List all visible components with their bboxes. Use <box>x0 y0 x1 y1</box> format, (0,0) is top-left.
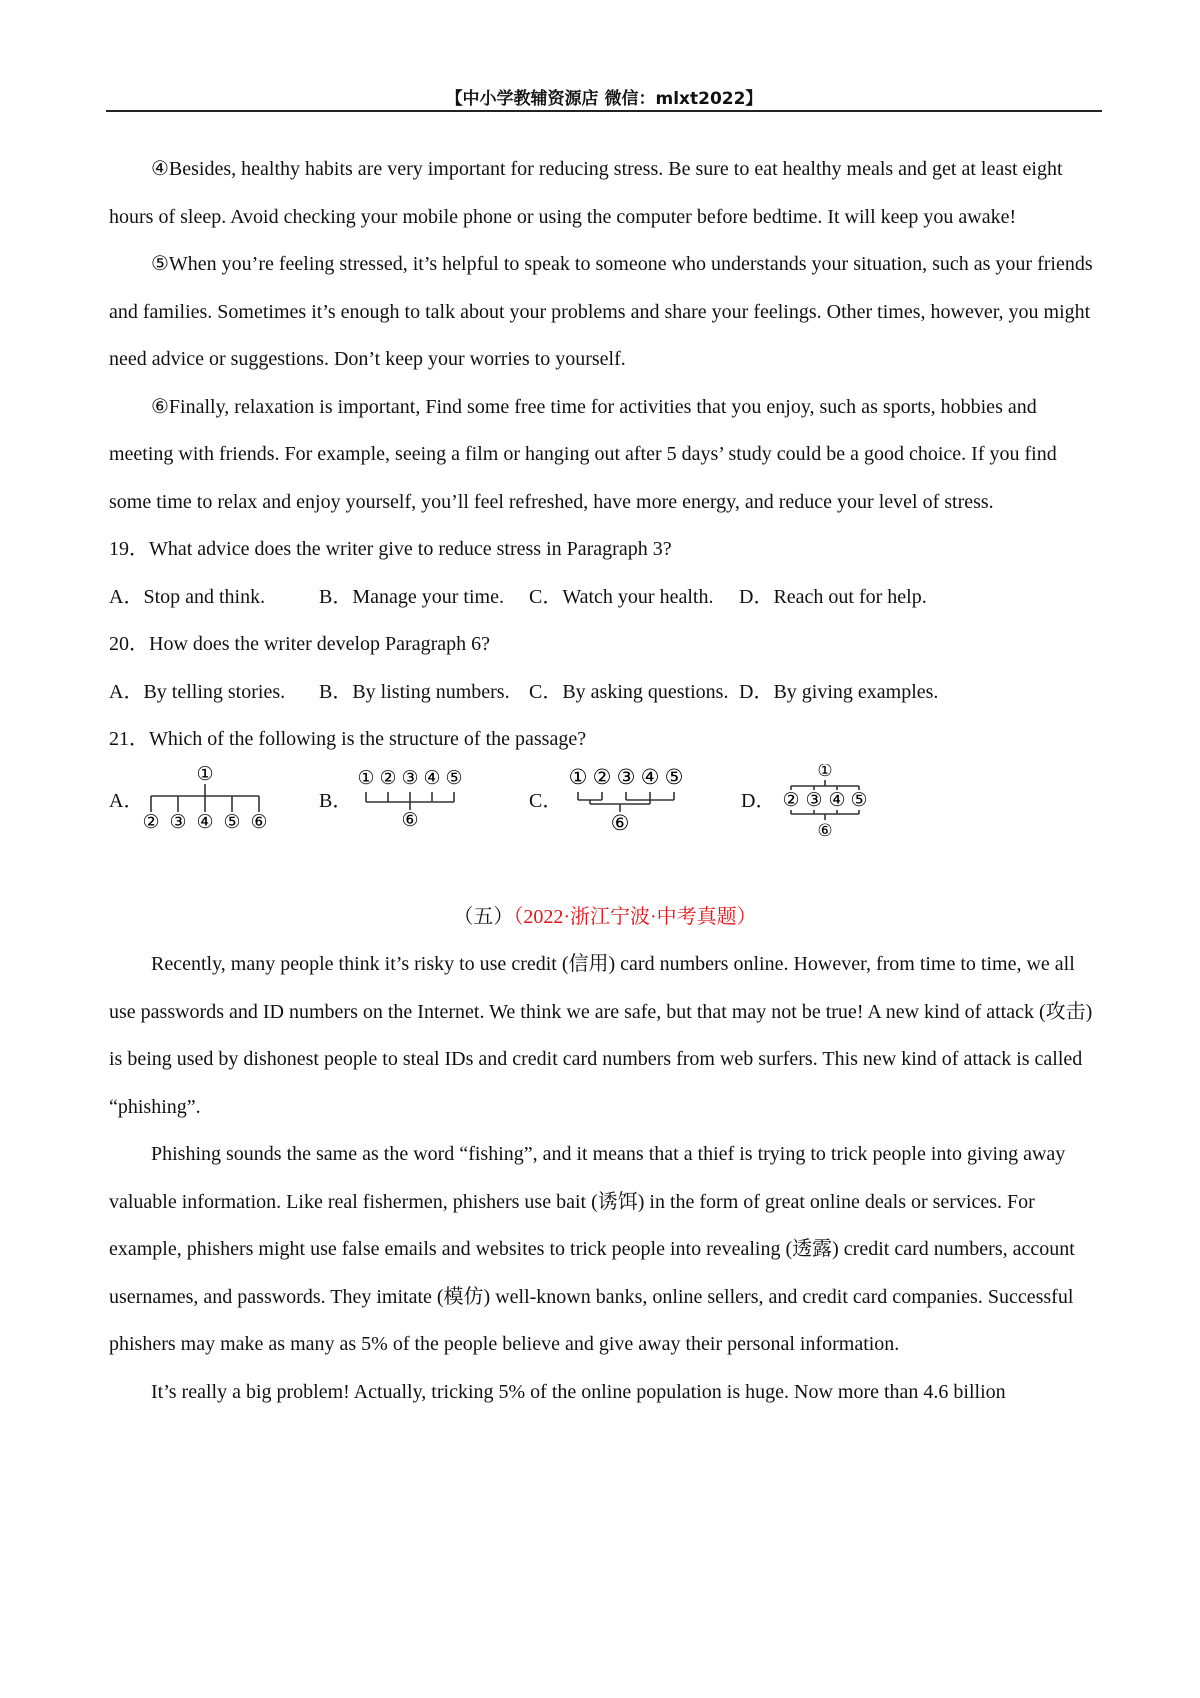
diagram-b-node-5: ⑤ <box>445 766 463 789</box>
option-20-a: A．By telling stories. <box>109 680 286 703</box>
diagram-c-node-1: ① <box>568 764 588 789</box>
diagram-b-node-2: ② <box>379 766 397 789</box>
section-source: （2022·浙江宁波·中考真题） <box>513 905 757 928</box>
diagram-c-label: C． <box>529 789 563 812</box>
phishing-paragraph-1: Recently, many people think it’s risky to use credit (信用) card numbers online. However, from time to time, we all use passwords and ID numbers on the Internet. We think we are safe, but that may not be true! A new kind of attack (攻击) is being used by dishonest people to steal IDs and credit card numbers from web surfers. This new kind of attack is called “phishing”. <box>109 953 1093 1118</box>
paragraph-6: ⑥Finally, relaxation is important, Find some free time for activities that you enjoy, such as sports, hobbies and meeting with friends. For example, seeing a film or hanging out after 5 days’ study could be a good choice. If you find some time to relax and enjoy yourself, you’ll feel refreshed, have more energy, and reduce your level of stress. <box>109 395 1057 513</box>
diagram-d <box>777 764 887 844</box>
diagram-c <box>564 764 704 844</box>
option-19-b: B．Manage your time. <box>319 585 504 608</box>
diagram-b-label: B． <box>319 789 353 812</box>
option-20-b: B．By listing numbers. <box>319 680 510 703</box>
phishing-paragraph-3: It’s really a big problem! Actually, tricking 5% of the online population is huge. Now more than 4.6 billion <box>151 1380 1006 1403</box>
phishing-paragraph-2: Phishing sounds the same as the word “fishing”, and it means that a thief is trying to trick people into giving away valuable information. Like real fishermen, phishers use bait (诱饵) in the form of great online deals or services. For example, phishers might use false emails and websites to trick people into revealing (透露) credit card numbers, account usernames, and passwords. They imitate (模仿) well-known banks, online sellers, and credit card companies. Successful phishers may make as many as 5% of the people believe and give away their personal information. <box>109 1143 1075 1355</box>
question-20: 20．How does the writer develop Paragraph 6? <box>109 633 490 655</box>
diagram-a-node-6: ⑥ <box>250 810 268 833</box>
option-19-c: C．Watch your health. <box>529 585 714 608</box>
question-21: 21．Which of the following is the structure of the passage? <box>109 728 587 750</box>
section-title <box>109 894 1101 942</box>
question-20-options <box>109 669 1101 717</box>
question-19-options <box>109 574 1101 622</box>
page-header: 【中小学教辅资源店 微信：mlxt2022】 <box>445 89 763 109</box>
section-number: （五） <box>453 905 514 928</box>
option-20-c: C．By asking questions. <box>529 680 729 703</box>
option-19-d: D．Reach out for help. <box>739 585 927 608</box>
diagram-a-node-5: ⑤ <box>223 810 241 833</box>
diagram-b-node-1: ① <box>357 766 375 789</box>
diagram-d-bottom: ⑥ <box>817 820 833 841</box>
question-19: 19．What advice does the writer give to reduce stress in Paragraph 3? <box>109 538 672 560</box>
diagram-b-bottom: ⑥ <box>401 808 419 831</box>
option-19-a: A．Stop and think. <box>109 585 266 608</box>
document-content <box>109 146 1101 1416</box>
paragraph-5: ⑤When you’re feeling stressed, it’s helpful to speak to someone who understands your situation, such as your friends and families. Sometimes it’s enough to talk about your problems and share your feelings. Other times, however, you might need advice or suggestions. Don’t keep your worries to yourself. <box>109 253 1093 370</box>
diagram-c-node-5: ⑤ <box>664 764 684 789</box>
diagram-c-node-4: ④ <box>640 764 660 789</box>
diagram-c-bottom: ⑥ <box>610 810 630 835</box>
diagram-c-node-2: ② <box>592 764 612 789</box>
diagram-b-node-4: ④ <box>423 766 441 789</box>
diagram-d-node-5: ⑤ <box>850 788 868 811</box>
diagram-a-node-2: ② <box>142 810 160 833</box>
diagram-d-label: D． <box>741 789 776 812</box>
diagram-b-node-3: ③ <box>401 766 419 789</box>
diagram-d-node-2: ② <box>782 788 800 811</box>
diagram-a-node-3: ③ <box>169 810 187 833</box>
diagram-a-label: A． <box>109 789 144 812</box>
header-divider <box>106 110 1102 112</box>
diagram-b <box>354 764 484 844</box>
diagram-d-node-4: ④ <box>828 788 846 811</box>
diagram-d-top: ① <box>817 763 833 781</box>
structure-diagrams <box>109 764 1101 894</box>
option-20-d: D．By giving examples. <box>739 680 939 703</box>
diagram-d-node-3: ③ <box>805 788 823 811</box>
diagram-a-top: ① <box>196 763 214 785</box>
paragraph-4: ④Besides, healthy habits are very important for reducing stress. Be sure to eat healthy meals and get at least eight hours of sleep. Avoid checking your mobile phone or using the computer before bedtime. It will keep you awake! <box>109 158 1063 228</box>
diagram-c-node-3: ③ <box>616 764 636 789</box>
diagram-a <box>141 764 301 844</box>
diagram-a-node-4: ④ <box>196 810 214 833</box>
